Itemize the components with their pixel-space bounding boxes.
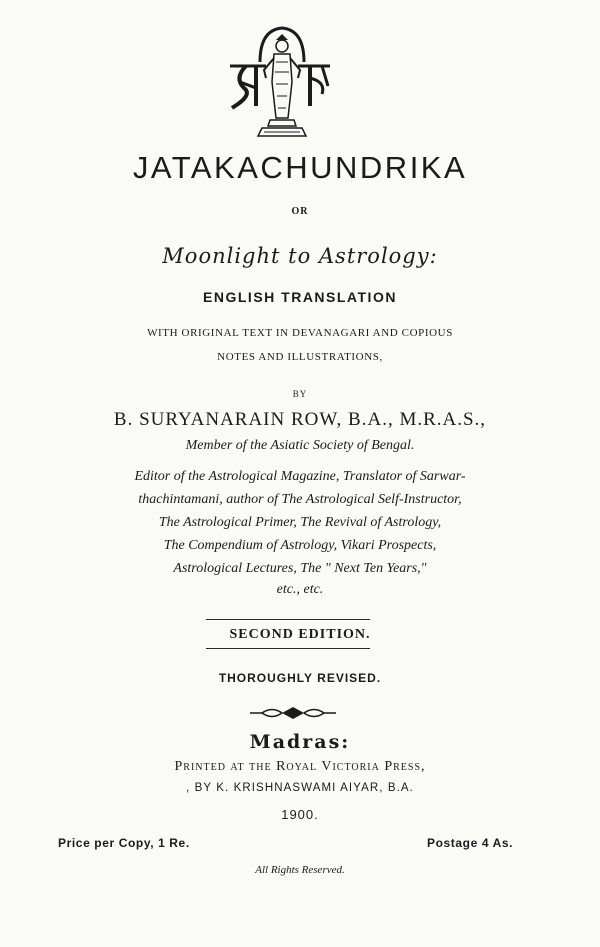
postage-label: Postage 4 As.: [427, 836, 514, 850]
rights-notice: All Rights Reserved.: [255, 864, 345, 876]
editor-line: Editor of the Astrological Magazine, Translator of Sarwar-: [134, 469, 466, 484]
editor-line: The Astrological Primer, The Revival of Astrology,: [158, 515, 442, 530]
revised-label: THOROUGHLY REVISED.: [218, 671, 382, 685]
printed-at-line: Printed at the Royal Victoria Press,: [174, 759, 426, 774]
edition-bottom-rule: [206, 648, 370, 649]
original-text-line-2: NOTES AND ILLUSTRATIONS,: [217, 351, 383, 363]
or-text: OR: [291, 206, 309, 217]
publication-year: 1900.: [281, 807, 319, 822]
editor-line: Astrological Lectures, The " Next Ten Years,": [173, 561, 427, 576]
translation-heading: ENGLISH TRANSLATION: [203, 289, 397, 305]
editor-line: The Compendium of Astrology, Vikari Prospects,: [163, 538, 437, 553]
edition-top-rule: [206, 619, 370, 620]
book-title: JATAKACHUNDRIKA: [132, 150, 468, 185]
printer-line: , BY K. KRISHNASWAMI AIYAR, B.A.: [186, 782, 414, 794]
book-subtitle: Moonlight to Astrology:: [162, 244, 438, 268]
original-text-line-1: WITH ORIGINAL TEXT IN DEVANAGARI AND COPIOUS: [147, 327, 453, 339]
editor-line: etc., etc.: [276, 582, 324, 597]
publication-place: Madras:: [249, 731, 351, 753]
price-label: Price per Copy, 1 Re.: [58, 836, 190, 850]
editor-line: thachintamani, author of The Astrological Self-Instructor,: [138, 492, 462, 507]
by-text: BY: [292, 389, 308, 399]
ornament-divider-icon: [248, 706, 338, 720]
author-name: B. SURYANARAIN ROW, B.A., M.R.A.S.,: [113, 409, 487, 430]
edition-label: SECOND EDITION.: [229, 627, 371, 642]
author-membership: Member of the Asiatic Society of Bengal.: [185, 438, 415, 453]
deity-emblem-icon: [226, 22, 334, 142]
